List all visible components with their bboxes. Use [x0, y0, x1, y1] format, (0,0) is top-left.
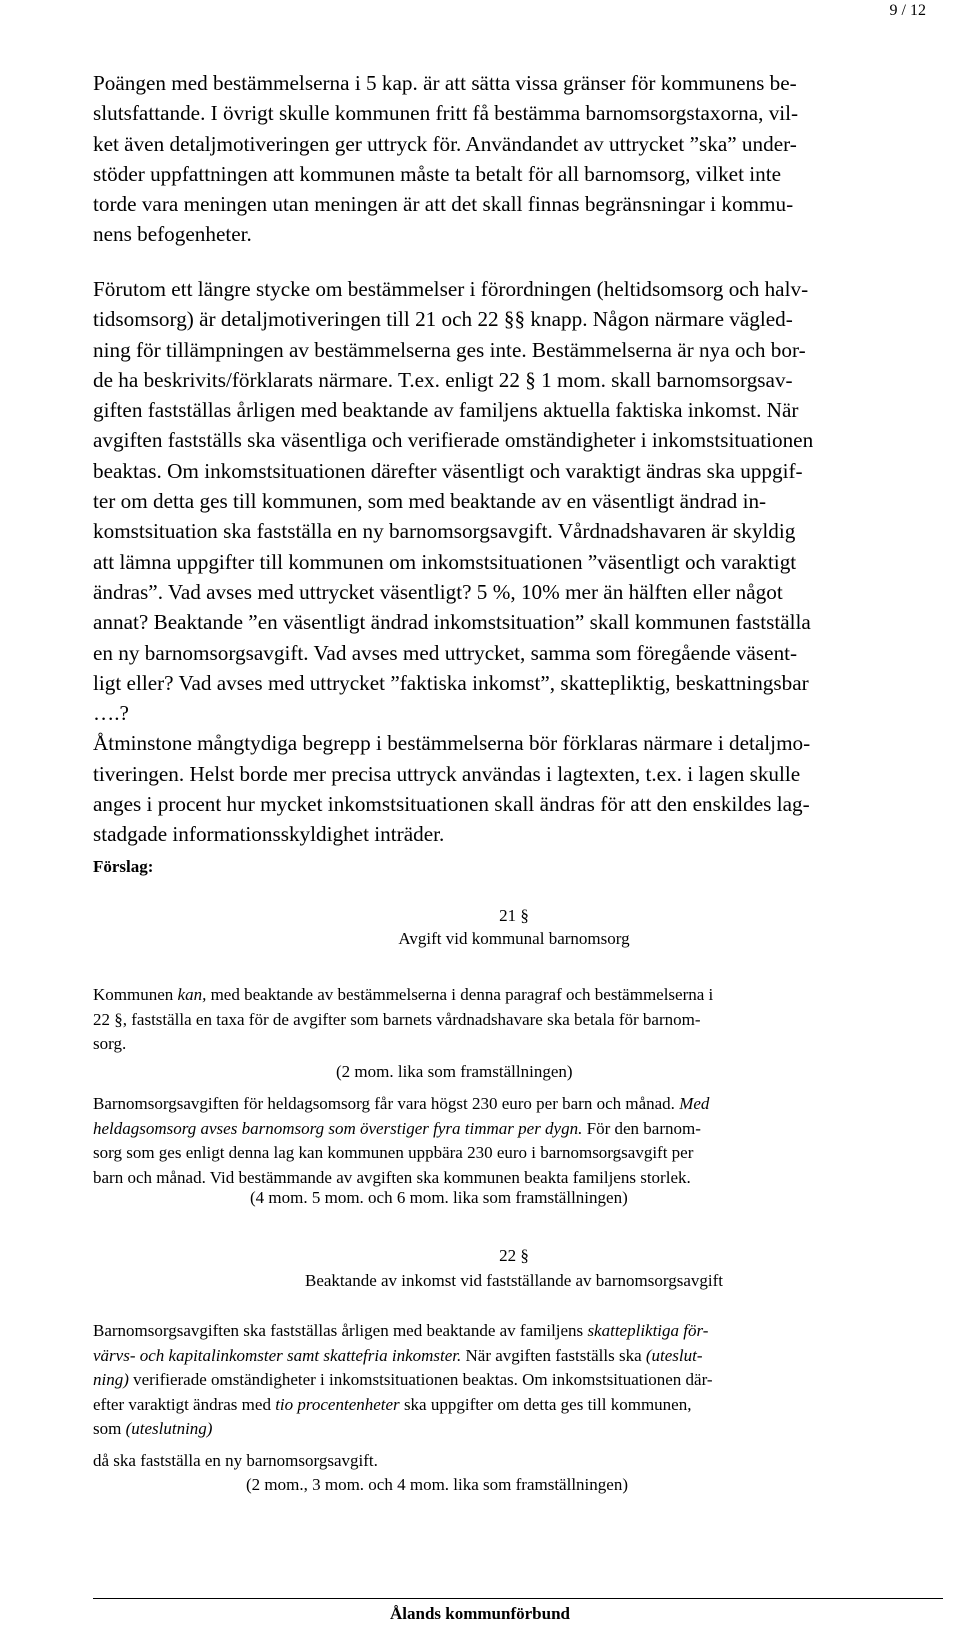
text-line: nens befogenheter.: [93, 222, 252, 247]
text-line: ning för tillämpningen av bestämmelserna ges inte. Bestämmelserna är nya och bor-: [93, 337, 806, 362]
text-line: avgiften fastställs ska väsentliga och verifierade omständigheter i inkomstsituationen: [93, 428, 814, 453]
text-run: ska uppgifter om detta ges till kommunen,: [399, 1394, 692, 1414]
text-run: verifierade omständigheter i inkomstsituationen beaktas. Om inkomstsituationen där-: [128, 1370, 713, 1389]
section-22-line: då ska fastställa en ny barnomsorgsavgift.: [93, 1451, 378, 1470]
text-run: Barnomsorgsavgiften ska fastställas årligen med beaktande av familjens: [93, 1321, 588, 1340]
italic-text: ning): [93, 1370, 129, 1389]
footer-organization: Ålands kommunförbund: [390, 1604, 570, 1623]
text-line: [93, 1117, 935, 1142]
text-line: tiveringen. Helst borde mer precisa uttryck användas i lagtexten, t.ex. i lagen skulle: [93, 761, 801, 786]
italic-text: skattepliktiga för-: [587, 1321, 709, 1340]
italic-text: heldagsomsorg avses barnomsorg som överstiger fyra timmar per dygn.: [93, 1118, 583, 1138]
text-line: Poängen med bestämmelserna i 5 kap. är att sätta vissa gränser för kommunens be-: [93, 71, 797, 95]
text-line: att lämna uppgifter till kommunen om inkomstsituationen ”väsentligt och varaktigt: [93, 549, 797, 574]
text-run: Kommunen: [93, 985, 178, 1004]
section-22-paragraph: [93, 1319, 935, 1442]
text-line: tidsomsorg) är detaljmotiveringen till 21 och 22 §§ knapp. Någon närmare vägled-: [93, 307, 793, 332]
text-line: beaktas. Om inkomstsituationen därefter väsentligt och varaktigt ändras ska uppgif-: [93, 458, 803, 483]
paragraph-details: [93, 274, 935, 850]
text-line: annat? Beaktande ”en väsentligt ändrad inkomstsituation” skall kommunen fastställa: [93, 610, 811, 635]
text-line: ändras”. Vad avses med uttrycket väsentligt? 5 %, 10% mer än hälften eller något: [93, 579, 783, 604]
italic-text: Med: [679, 1094, 710, 1113]
text-run: Barnomsorgsavgiften för heldagsomsorg får vara högst 230 euro per barn och månad.: [93, 1094, 680, 1113]
text-line: giften fastställas årligen med beaktande av familjens aktuella faktiska inkomst. När: [93, 398, 799, 423]
text-run: För den barnom-: [582, 1118, 701, 1138]
text-line: ….?: [93, 701, 129, 726]
section-22-number: 22 §: [499, 1246, 529, 1265]
section-21-paragraph-1: [93, 983, 935, 1057]
text-run: När avgiften fastställs ska: [461, 1345, 646, 1365]
text-line: 22 §, fastställa en taxa för de avgifter som barnets vårdnadshavare ska betala för barnom-: [93, 1009, 701, 1029]
footer-divider: [93, 1598, 943, 1599]
text-line: ligt eller? Vad avses med uttrycket ”faktiska inkomst”, skattepliktig, beskattningsbar: [93, 670, 809, 695]
text-line: ket även detaljmotiveringen ger uttryck för. Användandet av uttrycket ”ska” under-: [93, 131, 797, 156]
section-21-number: 21 §: [499, 906, 529, 925]
page-number: 9 / 12: [889, 2, 926, 19]
section-21-note-2: (4 mom. 5 mom. och 6 mom. lika som framställningen): [250, 1188, 628, 1207]
text-line: slutsfattande. I övrigt skulle kommunen fritt få bestämma barnomsorgstaxorna, vil-: [93, 101, 799, 126]
text-line: torde vara meningen utan meningen är att det skall finnas begränsningar i kommu-: [93, 192, 794, 217]
text-line: sorg.: [93, 1034, 127, 1053]
italic-text: (uteslutning): [125, 1419, 213, 1438]
text-line: stöder uppfattningen att kommunen måste ta betalt för all barnomsorg, vilket inte: [93, 161, 782, 186]
italic-text: värvs- och kapitalinkomster samt skattefria inkomster.: [93, 1345, 462, 1365]
text-line: ter om detta ges till kommunen, som med beaktande av en väsentligt ändrad in-: [93, 489, 767, 514]
text-line: barn och månad. Vid bestämmande av avgiften ska kommunen beakta familjens storlek.: [93, 1167, 691, 1187]
text-line: anges i procent hur mycket inkomstsituationen skall ändras för att den enskildes lag-: [93, 792, 810, 817]
text-line: en ny barnomsorgsavgift. Vad avses med uttrycket, samma som föregående väsent-: [93, 640, 798, 665]
text-line: [93, 1319, 935, 1344]
section-22-title: Beaktande av inkomst vid fastställande av barnomsorgsavgift: [305, 1271, 723, 1290]
text-line: komstsituation ska fastställa en ny barnomsorgsavgift. Vårdnadshavaren är skyldig: [93, 519, 796, 544]
text-line: [93, 1417, 935, 1442]
italic-text: tio procentenheter: [275, 1394, 400, 1414]
italic-text: kan,: [177, 985, 207, 1004]
section-21-paragraph-2: [93, 1092, 935, 1190]
text-line: [93, 1092, 935, 1117]
text-line: [93, 1344, 935, 1369]
section-21-note-1: (2 mom. lika som framställningen): [336, 1062, 573, 1081]
text-line: stadgade informationsskyldighet inträder.: [93, 822, 445, 847]
section-22-note: (2 mom., 3 mom. och 4 mom. lika som framställningen): [246, 1475, 628, 1494]
text-line: [93, 1393, 935, 1418]
italic-text: (uteslut-: [645, 1345, 703, 1365]
text-run: efter varaktigt ändras med: [93, 1394, 276, 1414]
text-line: sorg som ges enligt denna lag kan kommunen uppbära 230 euro i barnomsorgsavgift per: [93, 1143, 694, 1162]
text-line: de ha beskrivits/förklarats närmare. T.ex. enligt 22 § 1 mom. skall barnomsorgsav-: [93, 367, 793, 392]
paragraph-intro: [93, 68, 935, 250]
text-run: som: [93, 1419, 126, 1438]
text-run: med beaktande av bestämmelserna i denna paragraf och bestämmelserna i: [206, 985, 714, 1004]
section-21-title: Avgift vid kommunal barnomsorg: [398, 929, 630, 948]
text-line: [93, 983, 935, 1008]
text-line: Förutom ett längre stycke om bestämmelser i förordningen (heltidsomsorg och halv-: [93, 277, 809, 301]
text-line: [93, 1368, 935, 1393]
text-line: Åtminstone mångtydiga begrepp i bestämmelserna bör förklaras närmare i detaljmo-: [93, 731, 811, 756]
proposal-heading: Förslag:: [93, 857, 154, 876]
